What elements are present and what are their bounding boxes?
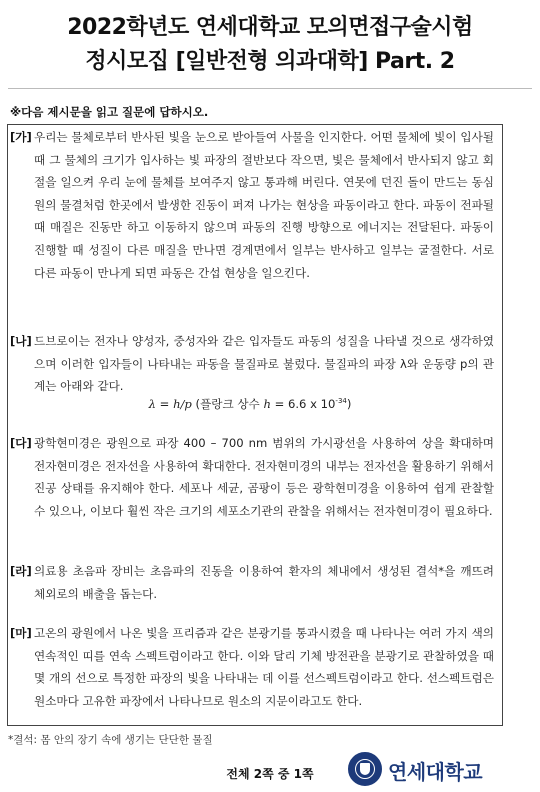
formula-note-prefix: (플랑크 상수 <box>191 397 264 411</box>
footnote: *결석: 몸 안의 장기 속에 생기는 단단한 물질 <box>8 734 213 746</box>
passage-text: 의료용 초음파 장비는 초음파의 진동을 이용하여 환자의 체내에서 생성된 결석*을 깨뜨려 체외로의 배출을 돕는다. <box>34 564 494 601</box>
formula-note-mid: = 6.6 x 10 <box>270 397 336 411</box>
page-title-line1: 2022학년도 연세대학교 모의면접구술시험 <box>67 15 473 40</box>
passage-da <box>10 432 494 522</box>
logo-text: 연세대학교 <box>388 760 483 784</box>
passage-tag: [다] <box>10 436 32 450</box>
passage-text: 광학현미경은 광원으로 파장 400 – 700 nm 범위의 가시광선을 사용하여 상을 확대하며 전자현미경은 전자선을 사용하여 확대한다. 전자현미경의 내부는 전자선을 활용하기 위해서 진공 상태를 유지해야 한다. 세포나 세균, 곰팡이 등은 광학현미경을 이용하여 쉽게 관찰할 수 있으나, 이보다 훨씬 작은 크기의 세포소기관의 관찰을 위해서는 전자현미경이 필요하다. <box>34 436 494 518</box>
passage-ga <box>10 126 494 284</box>
formula-note-suffix: ) <box>346 397 352 411</box>
page-number: 전체 2쪽 중 1쪽 <box>226 767 314 781</box>
page-title-line2: 정시모집 [일반전형 의과대학] Part. 2 <box>85 49 455 74</box>
university-seal-icon <box>348 752 382 786</box>
formula-h: h <box>263 397 271 411</box>
passage-text: 고온의 광원에서 나온 빛을 프리즘과 같은 분광기를 통과시켰을 때 나타나는 여러 가지 색의 연속적인 띠를 연속 스펙트럼이라고 한다. 이와 달리 기체 방전관을 분광기로 관찰하였을 때 몇 개의 선으로 특정한 파장의 빛을 나타내는 데 이를 선스펙트럼이라고 한다. 선스펙트럼은 원소마다 고유한 파장에서 나타나므로 원소의 지문이라고도 한다. <box>34 626 494 708</box>
formula-exponent: -34 <box>335 397 347 406</box>
passage-ra <box>10 560 494 605</box>
debroglie-formula <box>0 396 500 412</box>
university-logo <box>348 752 498 788</box>
passage-tag: [마] <box>10 626 32 640</box>
passage-tag: [가] <box>10 130 32 144</box>
title-divider <box>8 88 532 89</box>
passage-tag: [나] <box>10 334 32 348</box>
instruction-text: ※다음 제시문을 읽고 질문에 답하시오. <box>10 105 209 119</box>
formula-rhs: h/p <box>173 397 192 411</box>
passage-text: 드브로이는 전자나 양성자, 중성자와 같은 입자들도 파동의 성질을 나타낼 것으로 생각하였으며 이러한 입자들이 나타내는 파동을 물질파로 불렀다. 물질파의 파장 λ와 운동량 p의 관계는 아래와 같다. <box>34 334 494 394</box>
passage-tag: [라] <box>10 564 32 578</box>
passage-na <box>10 330 494 398</box>
formula-eq: = <box>155 397 174 411</box>
passage-ma <box>10 622 494 712</box>
formula-lambda: λ <box>148 397 156 411</box>
passage-text: 우리는 물체로부터 반사된 빛을 눈으로 받아들여 사물을 인지한다. 어떤 물체에 빛이 입사될 때 그 물체의 크기가 입사하는 빛 파장의 절반보다 작으면, 빛은 물체에서 반사되지 않고 회절을 일으켜 우리 눈에 물체를 보여주지 않고 통과해 버린다. 연못에 던진 돌이 만드는 동심원의 물결처럼 한곳에서 발생한 진동이 퍼져 나가는 현상을 파동이라고 한다. 파동이 전파될 때 매질은 진동만 하고 이동하지 않으며 파동의 진행 방향으로 에너지는 전달된다. 파동이 진행할 때 성질이 다른 매질을 만나면 경계면에서 일부는 반사하고 일부는 굴절한다. 서로 다른 파동이 만나게 되면 파동은 간섭 현상을 일으킨다. <box>34 130 494 280</box>
